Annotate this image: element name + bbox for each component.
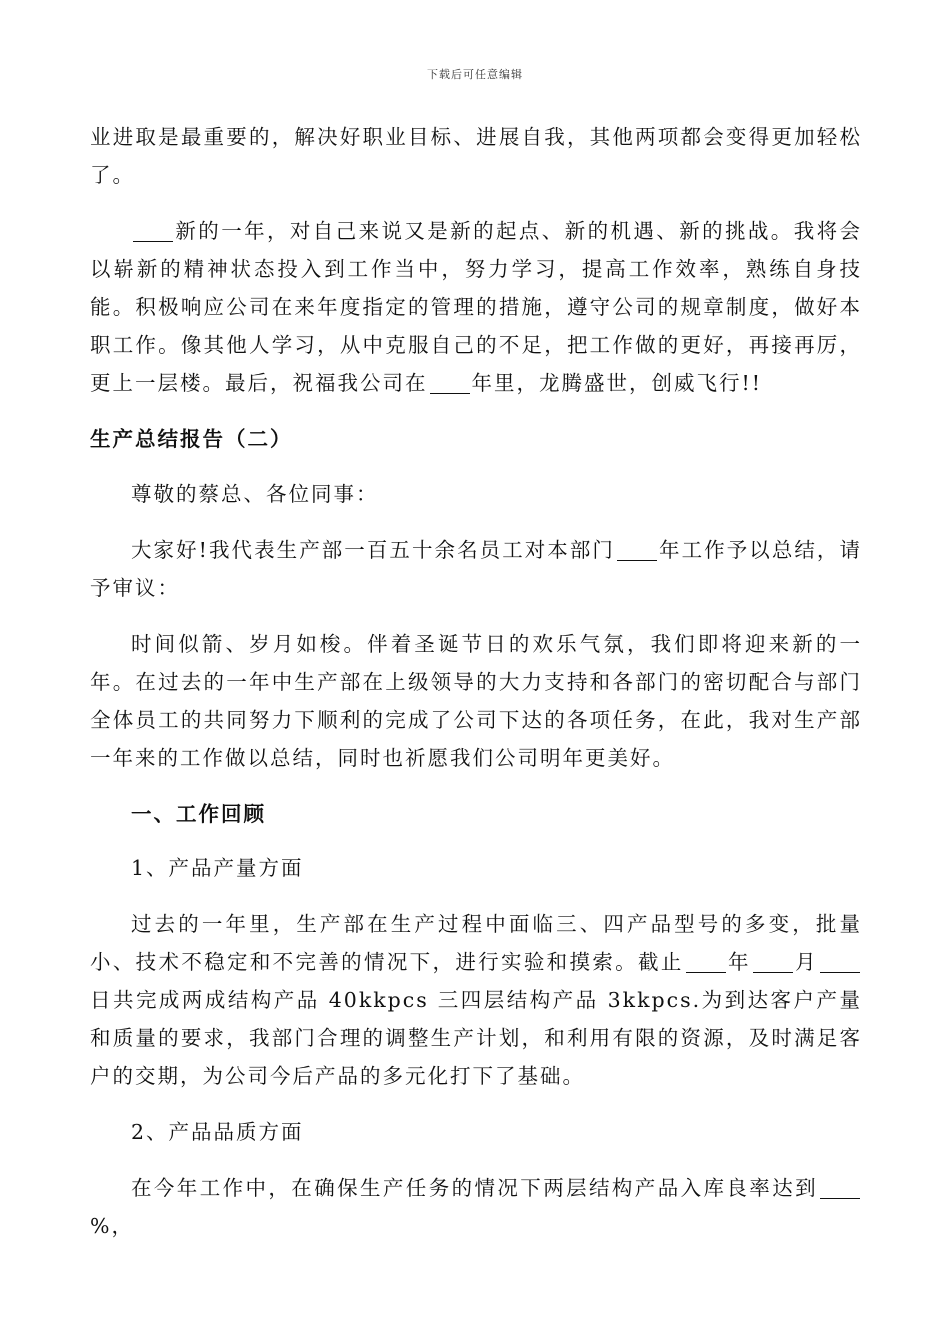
- paragraph-5-text-a: 过去的一年里，生产部在生产过程中面临三、四产品型号的多变，批量小、技术不稳定和不完善的情况下，进行实验和摸索。截止: [90, 912, 862, 974]
- fill-in-blank: [430, 373, 470, 395]
- fill-in-blank: [686, 952, 726, 974]
- paragraph-2: [90, 212, 862, 402]
- page-header-note: 下载后可任意编辑: [427, 68, 523, 81]
- fill-in-blank: [820, 952, 860, 974]
- paragraph-4: 时间似箭、岁月如梭。伴着圣诞节日的欢乐气氛，我们即将迎来新的一年。在过去的一年中生产部在上级领导的大力支持和各部门的密切配合与部门全体员工的共同努力下顺利的完成了公司下达的各项任务，在此，我对生产部一年来的工作做以总结，同时也祈愿我们公司明年更美好。: [90, 632, 862, 770]
- paragraph-2-text-a: 新的一年，对自己来说又是新的起点、新的机遇、新的挑战。我将会以崭新的精神状态投入到工作当中，努力学习，提高工作效率，熟练自身技能。积极响应公司在来年度指定的管理的措施，遵守公司的规章制度，做好本职工作。像其他人学习，从中克服自己的不足，把工作做的更好，再接再厉，更上一层楼。最后，祝福我公司在: [90, 219, 862, 395]
- paragraph-5: [90, 905, 862, 1095]
- subheading-quality: 2、产品品质方面: [131, 1120, 304, 1144]
- paragraph-5-text-d: 日共完成两成结构产品 40kkpcs 三四层结构产品 3kkpcs.为到达客户产量和质量的要求，我部门合理的调整生产计划，和利用有限的资源，及时满足客户的交期，为公司今后产品的多元化打下了基础。: [90, 988, 862, 1088]
- document-body: [90, 118, 862, 1263]
- document-title: 生产总结报告（二）: [90, 427, 293, 451]
- paragraph-5-text-b: 年: [727, 950, 751, 974]
- paragraph-6-text-b: %，: [90, 1214, 134, 1238]
- paragraph-3-text-b: 年工作予以总结，请予审议：: [90, 538, 862, 600]
- paragraph-1: [90, 118, 862, 194]
- paragraph-3: [90, 531, 862, 607]
- section-heading-work-review: 一、工作回顾: [131, 802, 266, 826]
- paragraph-6-text-a: 在今年工作中，在确保生产任务的情况下两层结构产品入库良率达到: [131, 1176, 818, 1200]
- fill-in-blank: [617, 540, 657, 562]
- paragraph-6: [90, 1169, 862, 1245]
- paragraph-1-text: 业进取是最重要的，解决好职业目标、进展自我，其他两项都会变得更加轻松了。: [90, 125, 862, 187]
- greeting: 尊敬的蔡总、各位同事：: [131, 482, 379, 506]
- fill-in-blank: [820, 1178, 860, 1200]
- fill-in-blank: [133, 221, 173, 243]
- subheading-output: 1、产品产量方面: [131, 856, 304, 880]
- paragraph-2-text-b: 年里，龙腾盛世，创威飞行!!: [471, 371, 762, 395]
- paragraph-3-text-a: 大家好!我代表生产部一百五十余名员工对本部门: [131, 538, 615, 562]
- paragraph-5-text-c: 月: [794, 950, 819, 974]
- fill-in-blank: [753, 952, 793, 974]
